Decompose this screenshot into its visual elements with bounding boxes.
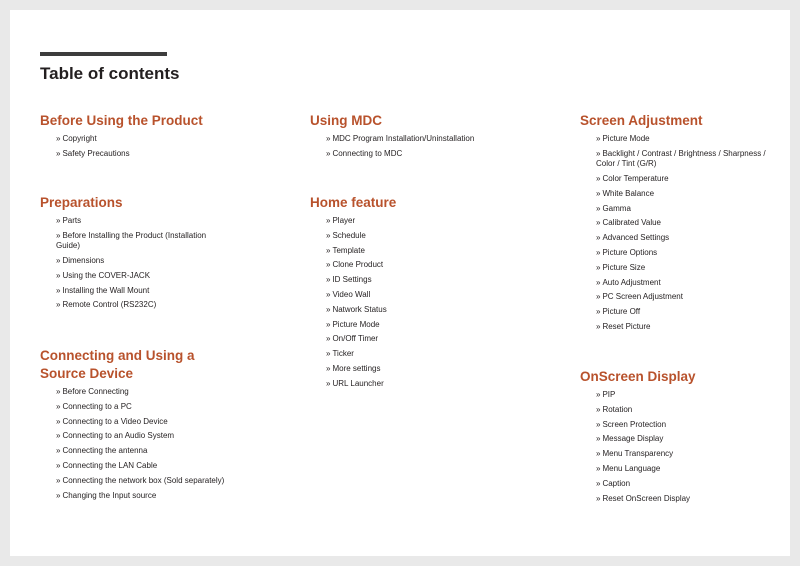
toc-item[interactable]: » Picture Size (596, 262, 646, 272)
toc-item[interactable]: » Schedule (326, 230, 366, 240)
toc-section-onscreen-display (580, 368, 780, 508)
toc-item[interactable]: » Color Temperature (596, 174, 669, 184)
toc-item[interactable]: » Before Installing the Product (Installation Guide) (56, 230, 207, 251)
toc-item[interactable]: » Reset Picture (596, 322, 651, 332)
toc-item[interactable]: » MDC Program Installation/Uninstallation (326, 134, 475, 143)
toc-item[interactable]: » Player (326, 216, 356, 225)
toc-item[interactable]: » URL Launcher (326, 378, 384, 388)
toc-item[interactable]: » Caption (596, 478, 631, 488)
toc-item[interactable]: » Parts (56, 216, 82, 225)
toc-item[interactable]: » Gamma (596, 203, 631, 213)
toc-item[interactable]: » Dimensions (56, 256, 105, 266)
toc-item[interactable]: » White Balance (596, 188, 655, 198)
toc-item[interactable]: » On/Off Timer (326, 334, 379, 344)
toc-item[interactable]: » Video Wall (326, 289, 371, 299)
toc-item[interactable]: » Template (326, 245, 365, 255)
section-title[interactable]: Connecting and Using a Source Device (40, 348, 195, 381)
document-page (10, 10, 790, 556)
toc-item[interactable]: » Picture Off (596, 307, 641, 317)
toc-item[interactable]: » Natwork Status (326, 304, 387, 314)
title-rule (40, 52, 167, 56)
toc-item[interactable]: » Picture Mode (596, 134, 650, 143)
toc-item[interactable]: » Changing the Input source (56, 490, 157, 500)
toc-item[interactable]: » Connecting to MDC (326, 148, 403, 158)
toc-item[interactable]: » Copyright (56, 134, 97, 143)
toc-item[interactable]: » ID Settings (326, 275, 372, 285)
toc-item[interactable]: » Message Display (596, 434, 664, 444)
toc-item[interactable]: » Auto Adjustment (596, 277, 661, 287)
toc-item[interactable]: » Screen Protection (596, 419, 667, 429)
toc-section-screen-adjustment (580, 112, 780, 337)
toc-item[interactable]: » Connecting the antenna (56, 446, 148, 456)
toc-item[interactable]: » Clone Product (326, 260, 384, 270)
section-title[interactable]: OnScreen Display (580, 369, 696, 384)
toc-item[interactable]: » Safety Precautions (56, 148, 130, 158)
toc-item[interactable]: » Using the COVER-JACK (56, 270, 151, 280)
toc-item[interactable]: » Connecting the LAN Cable (56, 460, 158, 470)
toc-item[interactable]: » Picture Options (596, 248, 658, 258)
toc-item[interactable]: » Connecting to a PC (56, 401, 132, 411)
toc-section-preparations (40, 194, 270, 315)
toc-item[interactable]: » Backlight / Contrast / Brightness / Sharpness / Color / Tint (G/R) (596, 148, 766, 169)
toc-section-using-mdc (310, 112, 540, 164)
toc-item[interactable]: » Connecting to a Video Device (56, 416, 168, 426)
section-title[interactable]: Screen Adjustment (580, 113, 703, 128)
toc-section-before-using (40, 112, 270, 164)
toc-item[interactable]: » Ticker (326, 349, 354, 359)
toc-item[interactable]: » Connecting the network box (Sold separately) (56, 475, 225, 485)
toc-item[interactable]: » Menu Language (596, 463, 661, 473)
section-title[interactable]: Before Using the Product (40, 113, 203, 128)
toc-section-connecting (40, 347, 270, 505)
toc-item[interactable]: » PIP (596, 390, 616, 399)
toc-item[interactable]: » PC Screen Adjustment (596, 292, 683, 302)
section-title[interactable]: Using MDC (310, 113, 382, 128)
section-title[interactable]: Preparations (40, 195, 123, 210)
toc-item[interactable]: » Reset OnScreen Display (596, 493, 691, 503)
toc-item[interactable]: » Installing the Wall Mount (56, 285, 150, 295)
toc-item[interactable]: » Picture Mode (326, 319, 380, 329)
toc-item[interactable]: » Before Connecting (56, 387, 129, 396)
toc-item[interactable]: » Menu Transparency (596, 449, 674, 459)
page-title: Table of contents (40, 64, 180, 83)
section-title[interactable]: Home feature (310, 195, 397, 210)
toc-section-home-feature (310, 194, 540, 394)
toc-item[interactable]: » Remote Control (RS232C) (56, 300, 157, 310)
toc-item[interactable]: » More settings (326, 363, 381, 373)
toc-item[interactable]: » Advanced Settings (596, 233, 670, 243)
toc-item[interactable]: » Connecting to an Audio System (56, 431, 175, 441)
toc-item[interactable]: » Calibrated Value (596, 218, 662, 228)
toc-item[interactable]: » Rotation (596, 404, 633, 414)
